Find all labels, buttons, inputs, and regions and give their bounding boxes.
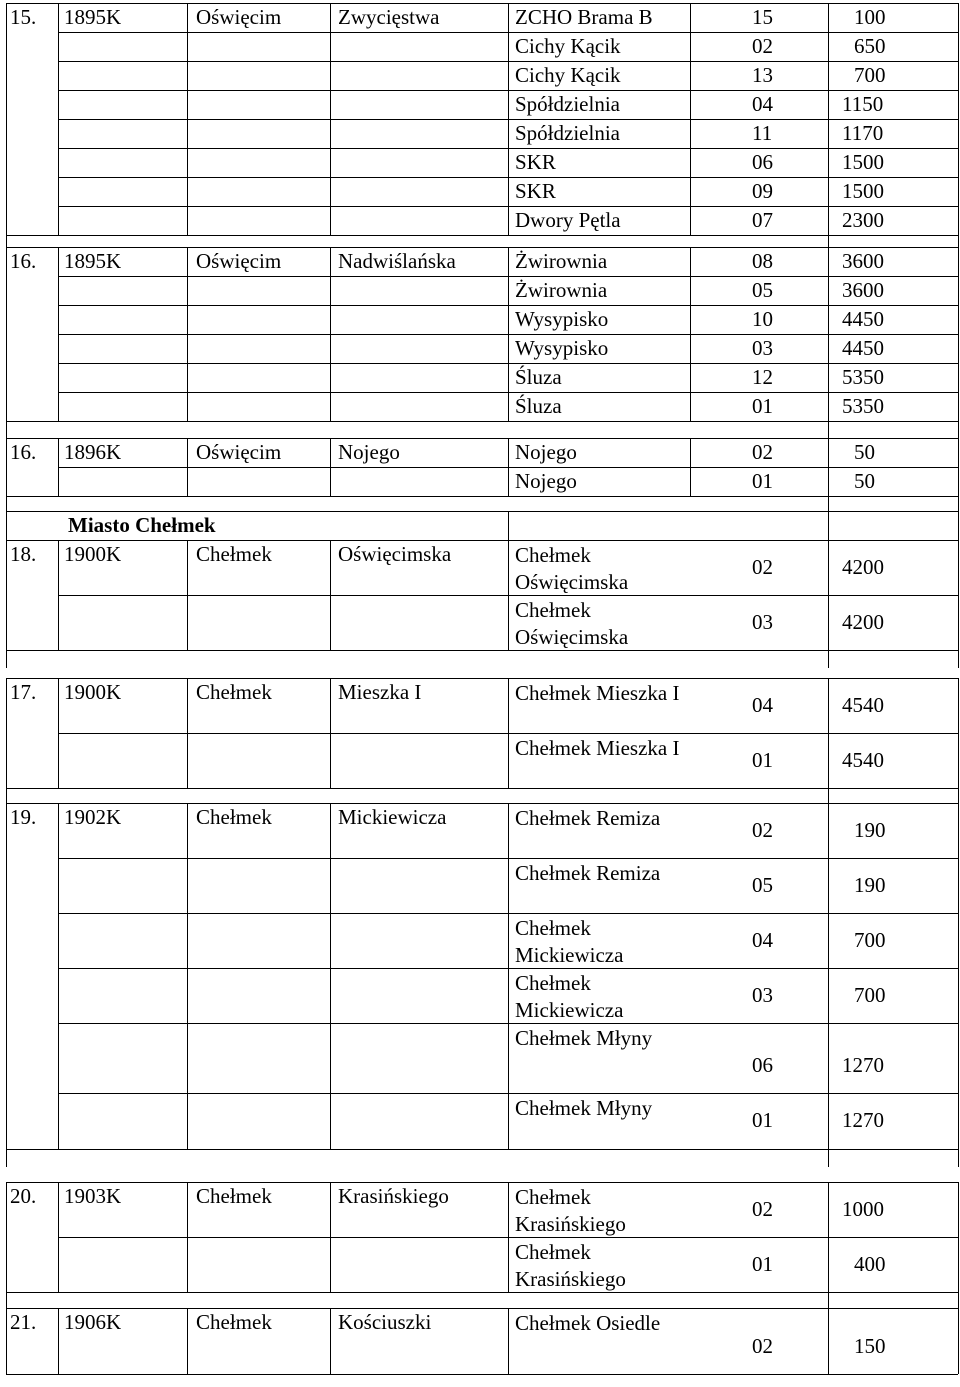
row-rule: [6, 650, 958, 651]
stop-km: 400: [854, 1252, 886, 1276]
column-rule: [958, 421, 959, 439]
stop-code: 01: [752, 748, 773, 772]
stop-name: Śluza: [515, 394, 562, 418]
column-rule: [58, 438, 59, 496]
stop-name: Chełmek Krasińskiego: [515, 1185, 626, 1236]
stop-km: 3600: [842, 278, 884, 302]
column-rule: [6, 438, 7, 496]
stop-code: 07: [752, 208, 773, 232]
stop-code: 01: [752, 1252, 773, 1276]
column-rule: [58, 1182, 59, 1292]
stop-code: 08: [752, 249, 773, 273]
stop-name: Chełmek Mieszka I: [515, 736, 680, 760]
stop-name: Nojego: [515, 440, 577, 464]
column-rule: [958, 438, 959, 496]
stop-code: 03: [752, 983, 773, 1007]
street-name: Oświęcimska: [338, 542, 452, 566]
road-number: 1900K: [64, 680, 122, 704]
column-rule: [330, 1182, 331, 1292]
column-rule: [508, 678, 509, 788]
stop-code: 01: [752, 394, 773, 418]
stop-km: 190: [854, 818, 886, 842]
column-rule: [6, 1308, 7, 1374]
road-number: 1896K: [64, 440, 122, 464]
stop-name: Chełmek Oświęcimska: [515, 598, 629, 649]
column-rule: [330, 803, 331, 1149]
stop-name: SKR: [515, 150, 556, 174]
stop-km: 50: [854, 440, 875, 464]
stop-km: 150: [854, 1334, 886, 1358]
stop-km: 4200: [842, 555, 884, 579]
stop-name: Chełmek Młyny: [515, 1096, 653, 1120]
stop-name: Śluza: [515, 365, 562, 389]
column-rule: [958, 650, 959, 668]
column-rule: [58, 247, 59, 421]
column-rule: [6, 678, 7, 788]
stop-name: Chełmek Osiedle: [515, 1311, 661, 1335]
stop-code: 03: [752, 610, 773, 634]
street-name: Kościuszki: [338, 1310, 432, 1334]
column-rule: [187, 540, 188, 650]
entry-number: 18.: [10, 542, 37, 566]
entry-number: 15.: [10, 5, 37, 29]
stop-km: 650: [854, 34, 886, 58]
town-name: Chełmek: [196, 805, 272, 829]
town-name: Oświęcim: [196, 440, 282, 464]
road-number: 1895K: [64, 249, 122, 273]
road-number: 1895K: [64, 5, 122, 29]
stop-name: Chełmek Remiza: [515, 806, 661, 830]
column-rule: [958, 511, 959, 540]
stop-km: 50: [854, 469, 875, 493]
stop-km: 1270: [842, 1108, 884, 1132]
column-rule: [508, 1182, 509, 1292]
column-rule: [828, 511, 829, 540]
column-rule: [187, 247, 188, 421]
street-name: Mieszka I: [338, 680, 422, 704]
column-rule: [508, 803, 509, 1149]
column-rule: [958, 1149, 959, 1167]
stop-code: 01: [752, 469, 773, 493]
column-rule: [508, 511, 509, 540]
row-rule: [6, 235, 958, 236]
stop-name: Wysypisko: [515, 307, 609, 331]
stop-km: 1150: [842, 92, 884, 116]
street-name: Zwycięstwa: [338, 5, 440, 29]
stop-km: 2300: [842, 208, 884, 232]
column-rule: [828, 247, 829, 421]
stop-km: 3600: [842, 249, 884, 273]
row-rule: [6, 788, 958, 789]
column-rule: [828, 438, 829, 496]
stop-code: 12: [752, 365, 773, 389]
stop-name: Spółdzielnia: [515, 121, 620, 145]
town-name: Chełmek: [196, 1184, 272, 1208]
column-rule: [330, 438, 331, 496]
column-rule: [958, 803, 959, 1149]
stop-code: 01: [752, 1108, 773, 1132]
column-rule: [58, 3, 59, 235]
stop-km: 1000: [842, 1197, 884, 1221]
entry-number: 20.: [10, 1184, 37, 1208]
column-rule: [828, 1308, 829, 1374]
stop-name: Chełmek Mickiewicza: [515, 916, 624, 967]
stop-code: 02: [752, 1197, 773, 1221]
stop-code: 09: [752, 179, 773, 203]
column-rule: [58, 803, 59, 1149]
town-name: Chełmek: [196, 1310, 272, 1334]
column-rule: [6, 1182, 7, 1292]
stop-name: SKR: [515, 179, 556, 203]
entry-number: 21.: [10, 1310, 37, 1334]
row-rule: [6, 496, 958, 497]
column-rule: [958, 3, 959, 235]
stop-code: 06: [752, 150, 773, 174]
town-name: Oświęcim: [196, 249, 282, 273]
column-rule: [828, 1149, 829, 1167]
street-name: Nadwiślańska: [338, 249, 456, 273]
row-rule: [6, 3, 958, 4]
stop-code: 05: [752, 873, 773, 897]
stop-code: 04: [752, 928, 773, 952]
stop-km: 4540: [842, 748, 884, 772]
stop-code: 04: [752, 693, 773, 717]
stop-code: 11: [752, 121, 773, 145]
column-rule: [828, 678, 829, 788]
stop-km: 1500: [842, 150, 884, 174]
town-name: Chełmek: [196, 680, 272, 704]
column-rule: [187, 1182, 188, 1292]
column-rule: [508, 438, 509, 496]
column-rule: [828, 3, 829, 235]
column-rule: [330, 247, 331, 421]
column-rule: [6, 511, 7, 540]
row-rule: [6, 247, 958, 248]
row-rule: [6, 1292, 958, 1293]
stop-name: Cichy Kącik: [515, 63, 621, 87]
street-name: Nojego: [338, 440, 400, 464]
town-name: Chełmek: [196, 542, 272, 566]
street-name: Krasińskiego: [338, 1184, 449, 1208]
stop-code: 03: [752, 336, 773, 360]
row-rule: [6, 1149, 958, 1150]
entry-number: 16.: [10, 440, 37, 464]
column-rule: [330, 1308, 331, 1374]
column-rule: [58, 1308, 59, 1374]
column-rule: [6, 1149, 7, 1167]
column-rule: [187, 438, 188, 496]
stop-km: 700: [854, 983, 886, 1007]
stop-name: Nojego: [515, 469, 577, 493]
stop-name: Chełmek Krasińskiego: [515, 1240, 626, 1291]
row-rule: [6, 1308, 958, 1309]
row-rule: [6, 438, 958, 439]
stop-km: 4450: [842, 336, 884, 360]
column-rule: [6, 3, 7, 235]
column-rule: [330, 3, 331, 235]
column-rule: [187, 678, 188, 788]
column-rule: [690, 247, 691, 421]
stop-name: Żwirownia: [515, 249, 608, 273]
stop-name: ZCHO Brama B: [515, 5, 653, 29]
street-name: Mickiewicza: [338, 805, 447, 829]
column-rule: [6, 247, 7, 421]
column-rule: [58, 540, 59, 650]
column-rule: [58, 678, 59, 788]
column-rule: [690, 3, 691, 235]
stop-name: Chełmek Mieszka I: [515, 681, 680, 705]
column-rule: [828, 803, 829, 1149]
stop-km: 190: [854, 873, 886, 897]
row-rule: [6, 1374, 958, 1375]
entry-number: 19.: [10, 805, 37, 829]
stop-name: Cichy Kącik: [515, 34, 621, 58]
stop-code: 15: [752, 5, 773, 29]
column-rule: [690, 438, 691, 496]
stop-km: 4450: [842, 307, 884, 331]
stop-km: 1500: [842, 179, 884, 203]
column-rule: [330, 678, 331, 788]
stop-name: Dwory Pętla: [515, 208, 621, 232]
stop-name: Chełmek Mickiewicza: [515, 971, 624, 1022]
row-rule: [6, 540, 958, 541]
stop-name: Żwirownia: [515, 278, 608, 302]
column-rule: [187, 803, 188, 1149]
stop-code: 05: [752, 278, 773, 302]
column-rule: [6, 803, 7, 1149]
column-rule: [508, 3, 509, 235]
column-rule: [330, 540, 331, 650]
row-rule: [6, 803, 958, 804]
stop-km: 700: [854, 928, 886, 952]
stop-code: 02: [752, 818, 773, 842]
stop-name: Chełmek Młyny: [515, 1026, 653, 1050]
column-rule: [508, 247, 509, 421]
column-rule: [958, 247, 959, 421]
stop-code: 04: [752, 92, 773, 116]
stop-code: 10: [752, 307, 773, 331]
stop-name: Chełmek Oświęcimska: [515, 543, 629, 594]
column-rule: [828, 540, 829, 650]
row-rule: [6, 678, 958, 679]
column-rule: [958, 1182, 959, 1292]
stop-name: Spółdzielnia: [515, 92, 620, 116]
stop-km: 1270: [842, 1053, 884, 1077]
column-rule: [958, 540, 959, 650]
stop-km: 700: [854, 63, 886, 87]
stop-km: 5350: [842, 365, 884, 389]
column-rule: [187, 3, 188, 235]
column-rule: [508, 1308, 509, 1374]
section-title: Miasto Chełmek: [68, 513, 216, 537]
column-rule: [828, 1182, 829, 1292]
column-rule: [828, 650, 829, 668]
column-rule: [6, 650, 7, 668]
road-number: 1902K: [64, 805, 122, 829]
row-rule: [6, 511, 958, 512]
town-name: Oświęcim: [196, 5, 282, 29]
column-rule: [6, 540, 7, 650]
stop-code: 13: [752, 63, 773, 87]
stop-code: 02: [752, 34, 773, 58]
stop-km: 5350: [842, 394, 884, 418]
road-number: 1906K: [64, 1310, 122, 1334]
entry-number: 16.: [10, 249, 37, 273]
stop-km: 4200: [842, 610, 884, 634]
row-rule: [6, 421, 958, 422]
stop-code: 02: [752, 440, 773, 464]
column-rule: [958, 678, 959, 788]
stop-name: Chełmek Remiza: [515, 861, 661, 885]
stop-km: 100: [854, 5, 886, 29]
row-rule: [6, 1182, 958, 1183]
stop-km: 1170: [842, 121, 884, 145]
stop-km: 4540: [842, 693, 884, 717]
column-rule: [828, 421, 829, 439]
road-number: 1903K: [64, 1184, 122, 1208]
stop-code: 06: [752, 1053, 773, 1077]
column-rule: [958, 1308, 959, 1374]
column-rule: [187, 1308, 188, 1374]
stop-name: Wysypisko: [515, 336, 609, 360]
road-number: 1900K: [64, 542, 122, 566]
stop-code: 02: [752, 1334, 773, 1358]
column-rule: [508, 540, 509, 650]
entry-number: 17.: [10, 680, 37, 704]
column-rule: [6, 421, 7, 439]
stop-code: 02: [752, 555, 773, 579]
